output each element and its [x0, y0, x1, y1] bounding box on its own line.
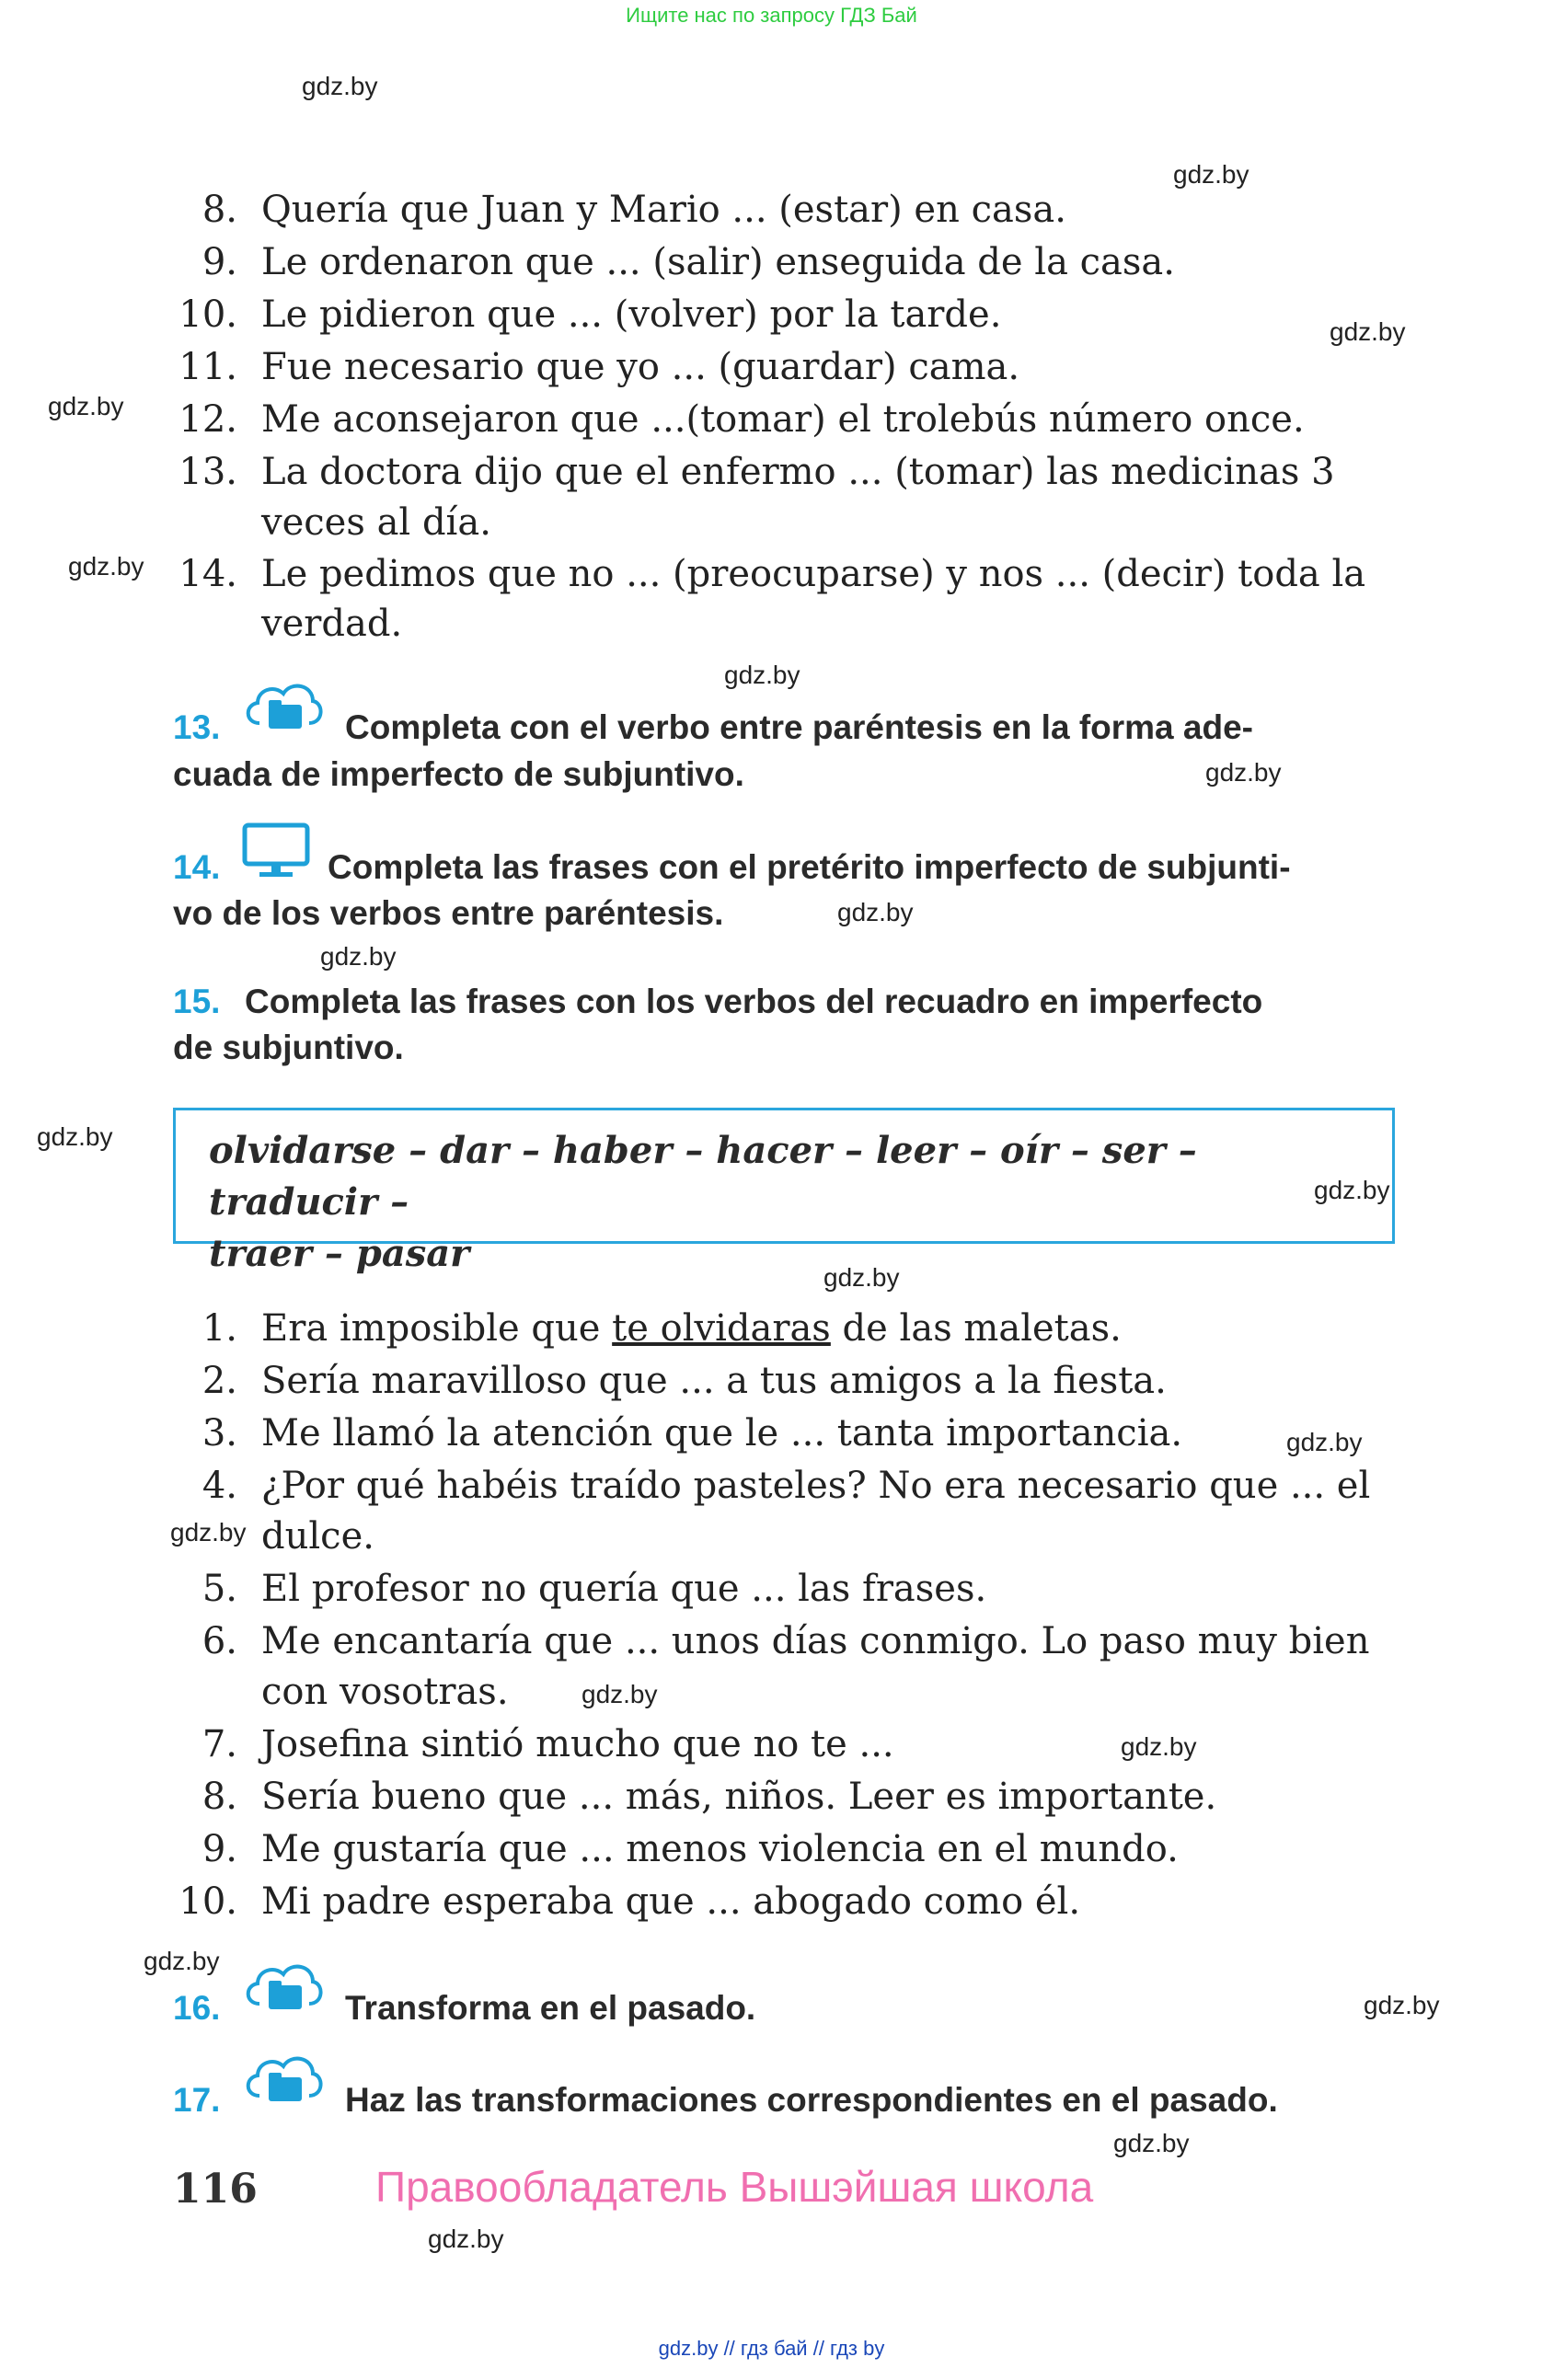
- cloud-folder-icon[interactable]: [241, 2050, 324, 2114]
- watermark: gdz.by: [724, 661, 800, 689]
- word-box-line: olvidarse – dar – haber – hacer – leer – oír – ser – traducir –: [209, 1129, 1197, 1224]
- watermark: gdz.by: [1314, 1176, 1390, 1204]
- task-number: 16.: [173, 1989, 221, 2027]
- watermark: gdz.by: [37, 1122, 113, 1151]
- footer-links[interactable]: gdz.by // гдз бай // гдз by: [658, 2337, 885, 2360]
- watermark: gdz.by: [1173, 160, 1249, 189]
- watermark: gdz.by: [170, 1518, 247, 1546]
- task-instruction: Haz las transformaciones correspondientes en el pasado.: [345, 2081, 1278, 2119]
- task-instruction: Transforma en el pasado.: [345, 1989, 756, 2027]
- watermark: gdz.by: [320, 942, 397, 971]
- cloud-folder-icon[interactable]: [241, 677, 324, 742]
- watermark: gdz.by: [48, 392, 124, 420]
- word-box: [173, 1108, 1395, 1275]
- watermark: gdz.by: [1286, 1428, 1363, 1456]
- top-banner: Ищите нас по запросу ГДЗ Бай: [626, 4, 917, 27]
- watermark: gdz.by: [1121, 1732, 1197, 1761]
- task-instruction: Completa con el verbo entre paréntesis en la forma ade-: [345, 708, 1253, 746]
- task-instruction-cont: de subjuntivo.: [173, 1029, 404, 1066]
- watermark: gdz.by: [1364, 1991, 1440, 2019]
- monitor-icon[interactable]: [241, 822, 311, 880]
- watermark: gdz.by: [302, 72, 378, 100]
- watermark: gdz.by: [582, 1680, 658, 1708]
- task-number: 17.: [173, 2081, 221, 2119]
- page-number: 116: [173, 2166, 258, 2213]
- watermark: gdz.by: [1113, 2129, 1190, 2157]
- word-box-line: traer – pasar: [209, 1232, 470, 1275]
- task-instruction-cont: cuada de imperfecto de subjuntivo.: [173, 755, 744, 793]
- task-number: 15.: [173, 983, 221, 1020]
- watermark: gdz.by: [837, 898, 914, 926]
- task-instruction: Completa las frases con el pretérito imperfecto de subjunti-: [328, 848, 1291, 886]
- watermark: gdz.by: [428, 2225, 504, 2253]
- watermark: gdz.by: [144, 1947, 220, 1975]
- watermark: gdz.by: [1205, 758, 1282, 787]
- task-number: 14.: [173, 848, 221, 886]
- watermark: gdz.by: [68, 552, 144, 581]
- task-instruction: Completa las frases con los verbos del recuadro en imperfecto: [245, 983, 1263, 1020]
- watermark: gdz.by: [823, 1263, 900, 1292]
- example-answer: te olvidaras: [612, 1307, 831, 1350]
- cloud-folder-icon[interactable]: [241, 1958, 324, 2022]
- task-number: 13.: [173, 708, 221, 746]
- task-instruction-cont: vo de los verbos entre paréntesis.: [173, 894, 724, 932]
- rights-holder: Правообладатель Вышэйшая школа: [375, 2163, 1094, 2211]
- watermark: gdz.by: [1330, 317, 1406, 346]
